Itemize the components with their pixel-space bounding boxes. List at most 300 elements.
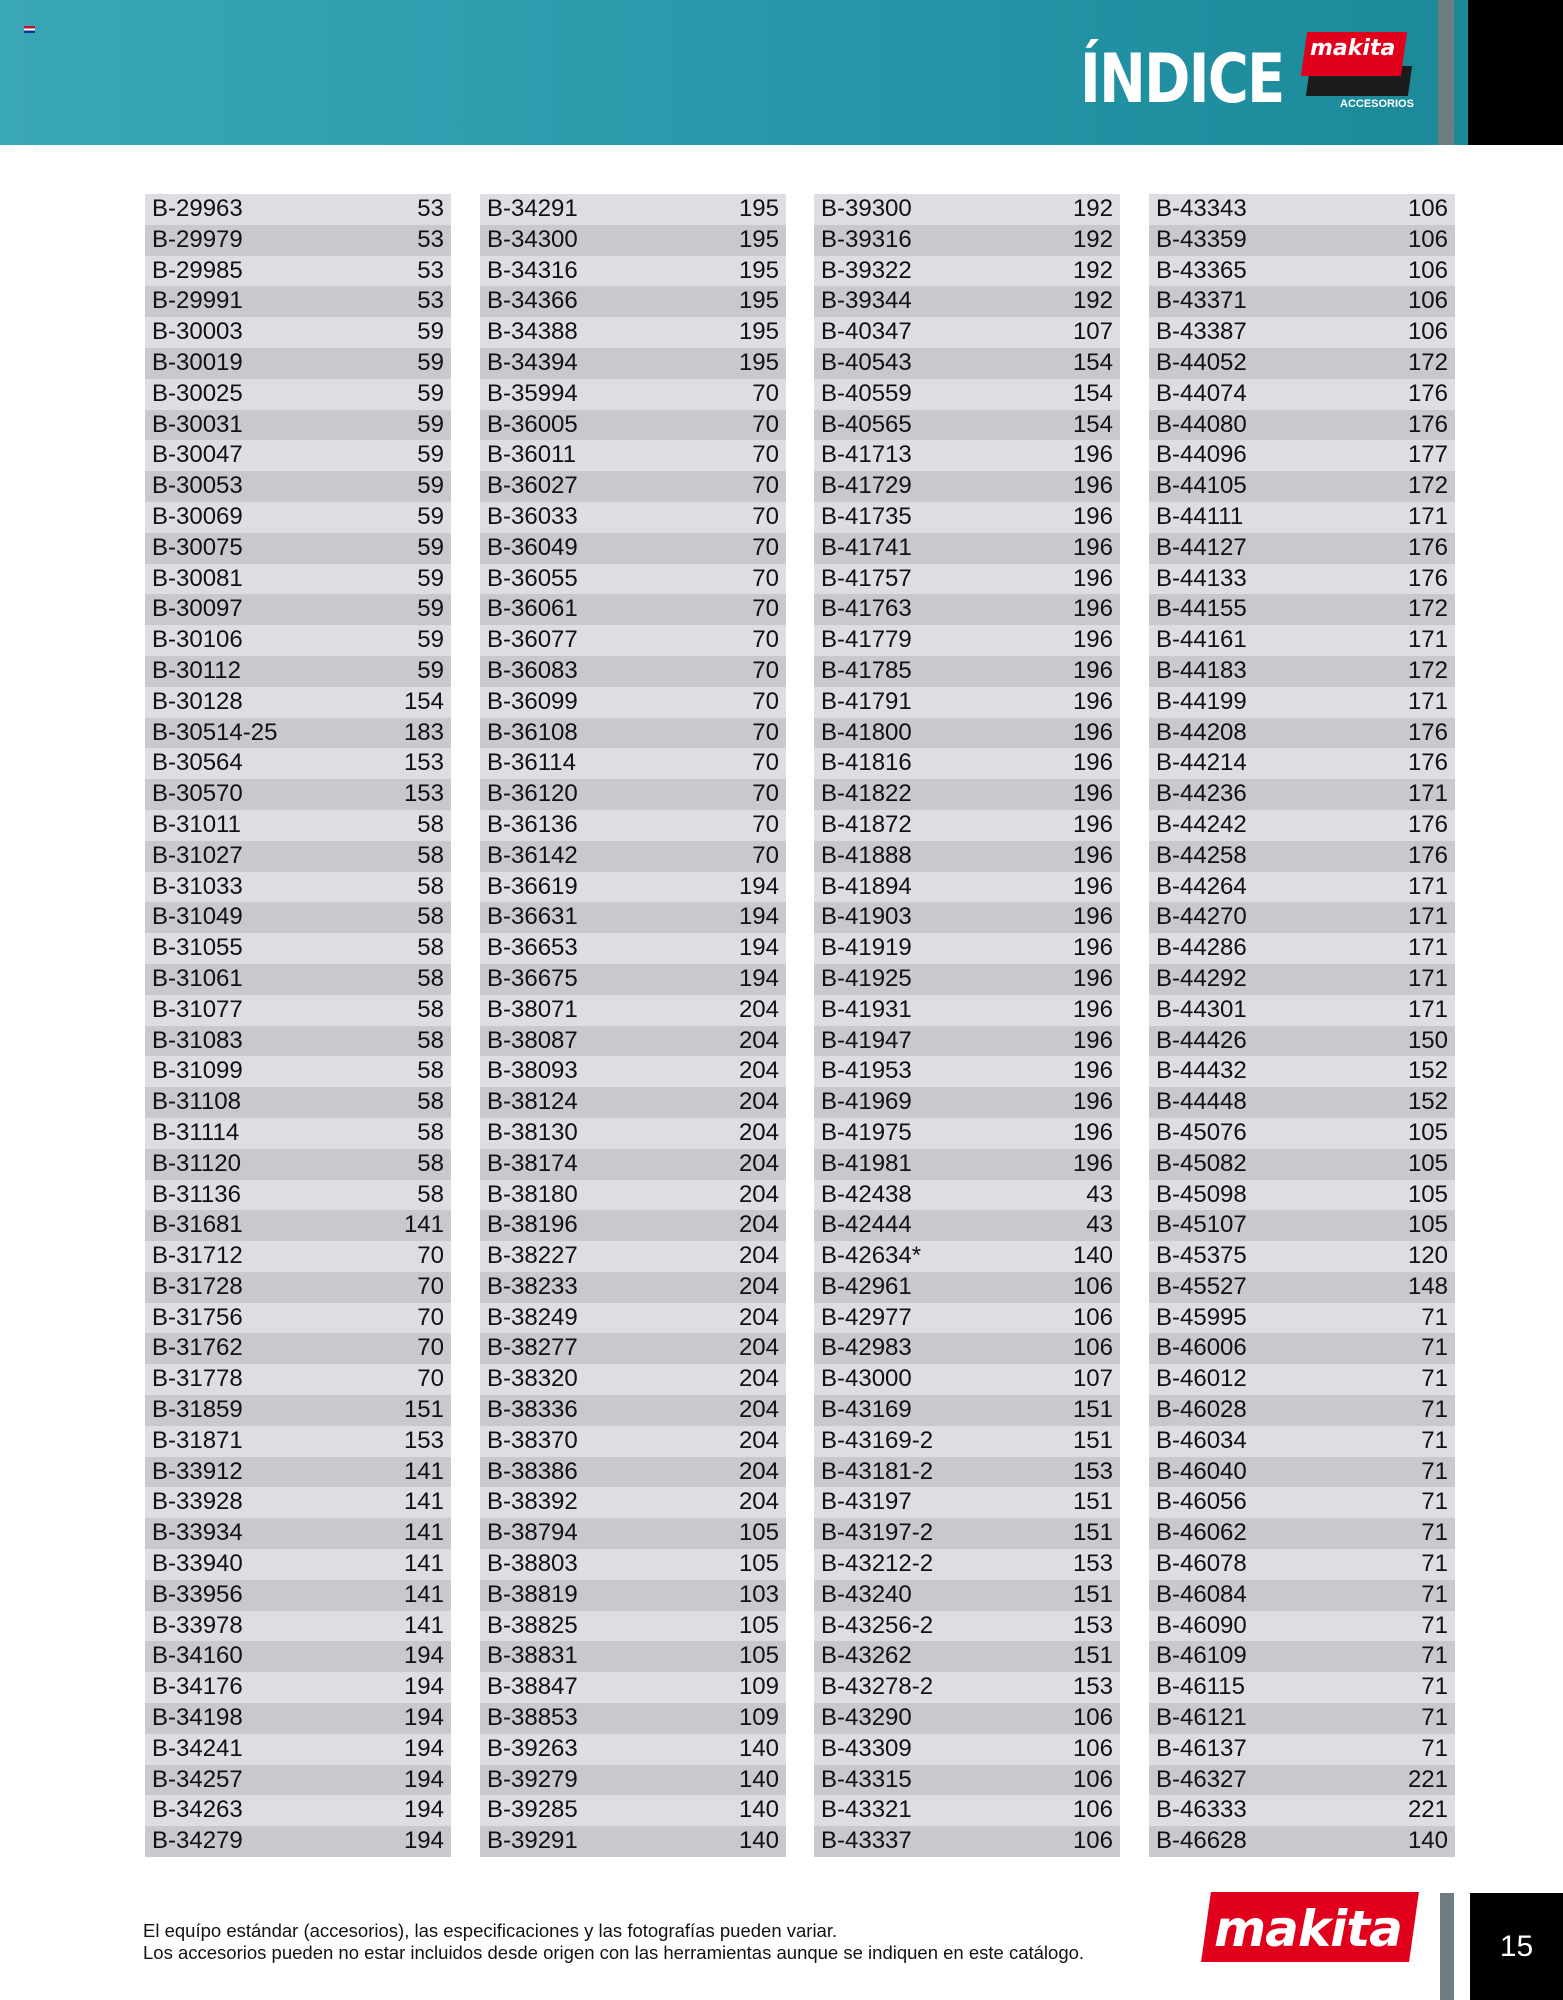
part-code: B-41925	[821, 964, 912, 992]
part-code: B-43365	[1156, 256, 1247, 284]
part-code: B-38277	[487, 1334, 578, 1362]
index-row	[145, 1056, 451, 1087]
index-row	[480, 1241, 786, 1272]
page-ref: 59	[417, 410, 444, 438]
page-ref: 71	[1421, 1580, 1448, 1608]
index-row	[145, 533, 451, 564]
index-row	[480, 1641, 786, 1672]
index-row	[814, 779, 1120, 810]
page-ref: 71	[1421, 1673, 1448, 1701]
page-ref: 171	[1407, 934, 1448, 962]
page-ref: 58	[417, 841, 444, 869]
disclaimer-line-2: Los accesorios pueden no estar incluidos desde origen con las herramientas aunque se indiquen en este catálogo.	[143, 1942, 1085, 1963]
index-row	[145, 1241, 451, 1272]
index-row	[814, 1180, 1120, 1211]
index-row	[814, 348, 1120, 379]
index-row	[814, 594, 1120, 625]
page-ref: 192	[1072, 256, 1113, 284]
page-ref: 53	[417, 287, 444, 315]
index-row	[814, 564, 1120, 595]
page-ref: 204	[738, 1396, 779, 1424]
page-ref: 196	[1072, 749, 1113, 777]
page-ref: 194	[403, 1642, 444, 1670]
part-code: B-31099	[152, 1057, 243, 1085]
page-ref: 106	[1072, 1704, 1113, 1732]
index-row	[1149, 779, 1455, 810]
disclaimer-note	[143, 1920, 1203, 1964]
index-row	[480, 1395, 786, 1426]
index-row	[1149, 1426, 1455, 1457]
index-row	[1149, 1518, 1455, 1549]
page-ref: 204	[738, 1365, 779, 1393]
part-code: B-36033	[487, 502, 578, 530]
page-ref: 106	[1407, 287, 1448, 315]
page-ref: 58	[417, 1180, 444, 1208]
index-row	[1149, 256, 1455, 287]
index-row	[814, 1149, 1120, 1180]
part-code: B-38093	[487, 1057, 578, 1085]
index-row	[814, 502, 1120, 533]
index-row	[814, 1303, 1120, 1334]
index-row	[1149, 964, 1455, 995]
page-ref: 105	[1407, 1118, 1448, 1146]
page-ref: 194	[738, 964, 779, 992]
part-code: B-46084	[1156, 1580, 1247, 1608]
page-ref: 106	[1407, 195, 1448, 222]
index-row	[1149, 748, 1455, 779]
page-ref: 176	[1407, 533, 1448, 561]
page-ref: 195	[738, 195, 779, 222]
part-code: B-34176	[152, 1673, 243, 1701]
part-code: B-41894	[821, 872, 912, 900]
index-row	[480, 1826, 786, 1857]
page-ref: 71	[1421, 1303, 1448, 1331]
page-ref: 105	[738, 1519, 779, 1547]
index-row	[145, 748, 451, 779]
index-column-1	[145, 194, 451, 1857]
index-row	[814, 656, 1120, 687]
page-ref: 194	[403, 1673, 444, 1701]
part-code: B-38124	[487, 1088, 578, 1116]
part-code: B-38227	[487, 1242, 578, 1270]
part-code: B-43240	[821, 1580, 912, 1608]
page-ref: 58	[417, 872, 444, 900]
part-code: B-31055	[152, 934, 243, 962]
part-code: B-43197	[821, 1488, 912, 1516]
page-ref: 194	[738, 903, 779, 931]
page-ref: 196	[1072, 626, 1113, 654]
part-code: B-38386	[487, 1457, 578, 1485]
index-row	[1149, 1210, 1455, 1241]
part-code: B-30031	[152, 410, 243, 438]
page-ref: 204	[738, 1026, 779, 1054]
part-code: B-41822	[821, 780, 912, 808]
page-ref: 70	[417, 1365, 444, 1393]
page-ref: 196	[1072, 1057, 1113, 1085]
part-code: B-29985	[152, 256, 243, 284]
index-row	[1149, 1580, 1455, 1611]
part-code: B-34198	[152, 1704, 243, 1732]
index-row	[145, 286, 451, 317]
index-row	[814, 902, 1120, 933]
part-code: B-29979	[152, 225, 243, 253]
page-ref: 105	[738, 1611, 779, 1639]
index-column-4	[1149, 194, 1455, 1857]
part-code: B-31762	[152, 1334, 243, 1362]
page-ref: 107	[1072, 318, 1113, 346]
page-ref: 196	[1072, 841, 1113, 869]
page-ref: 140	[738, 1827, 779, 1855]
page-ref: 153	[1072, 1611, 1113, 1639]
page-ref: 154	[1072, 379, 1113, 407]
index-row	[1149, 594, 1455, 625]
part-code: B-38320	[487, 1365, 578, 1393]
page-ref: 105	[1407, 1149, 1448, 1177]
part-code: B-44236	[1156, 780, 1247, 808]
index-row	[145, 964, 451, 995]
index-row	[145, 1826, 451, 1857]
index-row	[145, 1026, 451, 1057]
page-ref: 194	[738, 872, 779, 900]
index-row	[480, 1518, 786, 1549]
part-code: B-34241	[152, 1734, 243, 1762]
index-row	[1149, 1765, 1455, 1796]
page-ref: 183	[403, 718, 444, 746]
page-ref: 204	[738, 1180, 779, 1208]
part-code: B-43181-2	[821, 1457, 934, 1485]
part-code: B-38130	[487, 1118, 578, 1146]
part-code: B-38071	[487, 995, 578, 1023]
index-row	[480, 410, 786, 441]
index-row	[145, 1210, 451, 1241]
index-row	[1149, 502, 1455, 533]
index-row	[145, 1487, 451, 1518]
index-row	[145, 225, 451, 256]
index-row	[1149, 379, 1455, 410]
part-code: B-44286	[1156, 934, 1247, 962]
index-row	[814, 1395, 1120, 1426]
index-row	[1149, 1149, 1455, 1180]
page-ref: 196	[1072, 533, 1113, 561]
index-row	[1149, 810, 1455, 841]
part-code: B-38819	[487, 1580, 578, 1608]
part-code: B-41713	[821, 441, 912, 469]
page-ref: 70	[752, 749, 779, 777]
part-code: B-46056	[1156, 1488, 1247, 1516]
page-ref: 148	[1407, 1272, 1448, 1300]
part-code: B-36005	[487, 410, 578, 438]
index-row	[145, 902, 451, 933]
part-code: B-44270	[1156, 903, 1247, 931]
index-row	[145, 471, 451, 502]
page-ref: 120	[1407, 1242, 1448, 1270]
index-row	[145, 564, 451, 595]
part-code: B-34263	[152, 1796, 243, 1824]
part-code: B-46137	[1156, 1734, 1247, 1762]
part-code: B-46006	[1156, 1334, 1247, 1362]
part-code: B-29991	[152, 287, 243, 315]
index-row	[480, 440, 786, 471]
part-code: B-36049	[487, 533, 578, 561]
part-code: B-44127	[1156, 533, 1247, 561]
index-row	[145, 1611, 451, 1642]
part-code: B-38825	[487, 1611, 578, 1639]
page-ref: 70	[752, 810, 779, 838]
index-row	[1149, 1549, 1455, 1580]
part-code: B-31049	[152, 903, 243, 931]
page-ref: 196	[1072, 595, 1113, 623]
part-code: B-41741	[821, 533, 912, 561]
page-ref: 194	[738, 934, 779, 962]
index-row	[480, 1457, 786, 1488]
index-row	[814, 1056, 1120, 1087]
page-ref: 171	[1407, 687, 1448, 715]
index-row	[814, 1426, 1120, 1457]
page-ref: 58	[417, 1088, 444, 1116]
page-ref: 71	[1421, 1611, 1448, 1639]
page-ref: 196	[1072, 964, 1113, 992]
page-ref: 106	[1072, 1303, 1113, 1331]
page-ref: 70	[752, 564, 779, 592]
page-ref: 151	[1072, 1488, 1113, 1516]
part-code: B-45527	[1156, 1272, 1247, 1300]
index-row	[1149, 1180, 1455, 1211]
part-code: B-41953	[821, 1057, 912, 1085]
page-ref: 195	[738, 348, 779, 376]
part-code: B-46327	[1156, 1765, 1247, 1793]
part-code: B-34257	[152, 1765, 243, 1793]
index-row	[814, 1580, 1120, 1611]
part-code: B-45107	[1156, 1211, 1247, 1239]
part-code: B-36631	[487, 903, 578, 931]
part-code: B-41969	[821, 1088, 912, 1116]
part-code: B-36099	[487, 687, 578, 715]
index-row	[145, 440, 451, 471]
part-code: B-31011	[152, 810, 241, 838]
index-row	[1149, 1641, 1455, 1672]
index-row	[814, 872, 1120, 903]
page-ref: 105	[1407, 1211, 1448, 1239]
page-ref: 194	[403, 1704, 444, 1732]
part-code: B-36619	[487, 872, 578, 900]
page-ref: 70	[752, 656, 779, 684]
part-code: B-39285	[487, 1796, 578, 1824]
part-code: B-36114	[487, 749, 576, 777]
page-ref: 196	[1072, 1118, 1113, 1146]
page-ref: 109	[738, 1704, 779, 1732]
index-row	[480, 1426, 786, 1457]
page-ref: 59	[417, 318, 444, 346]
brand-logo-header	[1300, 26, 1420, 112]
page-ref: 176	[1407, 379, 1448, 407]
page-ref: 71	[1421, 1488, 1448, 1516]
index-row	[145, 1457, 451, 1488]
part-code: B-38847	[487, 1673, 578, 1701]
index-row	[480, 194, 786, 225]
index-row	[145, 810, 451, 841]
part-code: B-43343	[1156, 195, 1247, 222]
page-ref: 204	[738, 1149, 779, 1177]
part-code: B-44199	[1156, 687, 1247, 715]
index-row	[145, 1303, 451, 1334]
index-row	[145, 317, 451, 348]
index-row	[1149, 625, 1455, 656]
page-ref: 71	[1421, 1704, 1448, 1732]
part-code: B-40565	[821, 410, 912, 438]
page-ref: 196	[1072, 441, 1113, 469]
page-ref: 106	[1072, 1272, 1113, 1300]
index-row	[814, 1487, 1120, 1518]
page-ref: 151	[1072, 1519, 1113, 1547]
part-code: B-33940	[152, 1550, 243, 1578]
part-code: B-38249	[487, 1303, 578, 1331]
part-code: B-44074	[1156, 379, 1247, 407]
part-code: B-40559	[821, 379, 912, 407]
part-code: B-30106	[152, 626, 243, 654]
index-row	[480, 379, 786, 410]
index-row	[1149, 718, 1455, 749]
part-code: B-38196	[487, 1211, 578, 1239]
page-ref: 152	[1407, 1057, 1448, 1085]
page-ref: 196	[1072, 564, 1113, 592]
part-code: B-40347	[821, 318, 912, 346]
page-ref: 70	[417, 1334, 444, 1362]
index-row	[814, 533, 1120, 564]
part-code: B-31871	[152, 1426, 243, 1454]
index-row	[1149, 1056, 1455, 1087]
index-row	[480, 348, 786, 379]
page-ref: 196	[1072, 1088, 1113, 1116]
index-row	[145, 1580, 451, 1611]
index-row	[145, 1765, 451, 1796]
index-row	[814, 964, 1120, 995]
part-code: B-29963	[152, 195, 243, 222]
index-row	[1149, 1826, 1455, 1857]
page-ref: 204	[738, 1334, 779, 1362]
index-row	[145, 1672, 451, 1703]
part-code: B-43359	[1156, 225, 1247, 253]
index-row	[145, 1734, 451, 1765]
index-row	[480, 1364, 786, 1395]
index-row	[1149, 1087, 1455, 1118]
part-code: B-41981	[821, 1149, 912, 1177]
part-code: B-36055	[487, 564, 578, 592]
part-code: B-43262	[821, 1642, 912, 1670]
page-ref: 106	[1407, 225, 1448, 253]
page-ref: 105	[1407, 1180, 1448, 1208]
page-ref: 59	[417, 656, 444, 684]
page-ref: 151	[403, 1396, 444, 1424]
index-row	[480, 1303, 786, 1334]
index-row	[480, 1333, 786, 1364]
part-code: B-45995	[1156, 1303, 1247, 1331]
part-code: B-44155	[1156, 595, 1247, 623]
page-ref: 59	[417, 564, 444, 592]
part-code: B-33956	[152, 1580, 243, 1608]
part-code: B-44258	[1156, 841, 1247, 869]
part-code: B-43371	[1156, 287, 1247, 315]
page-ref: 195	[738, 225, 779, 253]
page-ref: 195	[738, 287, 779, 315]
index-row	[480, 995, 786, 1026]
page-ref: 58	[417, 810, 444, 838]
page-ref: 172	[1407, 472, 1448, 500]
page-ref: 154	[1072, 348, 1113, 376]
page-ref: 171	[1407, 502, 1448, 530]
part-code: B-36108	[487, 718, 578, 746]
flag-icon[interactable]	[24, 26, 35, 33]
index-row	[480, 594, 786, 625]
page-ref: 153	[403, 780, 444, 808]
index-row	[145, 933, 451, 964]
part-code: B-38180	[487, 1180, 578, 1208]
part-code: B-46628	[1156, 1827, 1247, 1855]
page-ref: 103	[738, 1580, 779, 1608]
index-row	[480, 1549, 786, 1580]
index-row	[1149, 1795, 1455, 1826]
page-ref: 204	[738, 1457, 779, 1485]
part-code: B-31756	[152, 1303, 243, 1331]
part-code: B-36136	[487, 810, 578, 838]
part-code: B-33912	[152, 1457, 243, 1485]
part-code: B-38233	[487, 1272, 578, 1300]
part-code: B-40543	[821, 348, 912, 376]
index-row	[814, 995, 1120, 1026]
part-code: B-46115	[1156, 1673, 1245, 1701]
index-row	[480, 502, 786, 533]
page-ref: 59	[417, 595, 444, 623]
page-ref: 141	[403, 1457, 444, 1485]
part-code: B-43290	[821, 1704, 912, 1732]
part-code: B-41872	[821, 810, 912, 838]
page-ref: 204	[738, 1426, 779, 1454]
part-code: B-44301	[1156, 995, 1247, 1023]
index-row	[145, 779, 451, 810]
index-row	[145, 1426, 451, 1457]
part-code: B-44133	[1156, 564, 1247, 592]
part-code: B-31778	[152, 1365, 243, 1393]
page-ref: 204	[738, 1057, 779, 1085]
part-code: B-31114	[152, 1118, 240, 1146]
page-ref: 70	[752, 379, 779, 407]
part-code: B-41816	[821, 749, 912, 777]
index-row	[145, 1795, 451, 1826]
index-row	[814, 687, 1120, 718]
page-ref: 176	[1407, 410, 1448, 438]
index-row	[814, 1611, 1120, 1642]
part-code: B-43197-2	[821, 1519, 934, 1547]
index-row	[480, 625, 786, 656]
page-ref: 153	[1072, 1673, 1113, 1701]
page-ref: 53	[417, 195, 444, 222]
part-code: B-43315	[821, 1765, 912, 1793]
page-ref: 176	[1407, 810, 1448, 838]
page-ref: 106	[1072, 1765, 1113, 1793]
index-row	[480, 779, 786, 810]
part-code: B-46028	[1156, 1396, 1247, 1424]
part-code: B-41729	[821, 472, 912, 500]
page-ref: 58	[417, 964, 444, 992]
part-code: B-31681	[152, 1211, 243, 1239]
page-ref: 71	[1421, 1426, 1448, 1454]
part-code: B-43169-2	[821, 1426, 934, 1454]
page-ref: 196	[1072, 934, 1113, 962]
part-code: B-34279	[152, 1827, 243, 1855]
page-ref: 71	[1421, 1365, 1448, 1393]
index-row	[145, 1395, 451, 1426]
part-code: B-41931	[821, 995, 912, 1023]
page-ref: 141	[403, 1211, 444, 1239]
